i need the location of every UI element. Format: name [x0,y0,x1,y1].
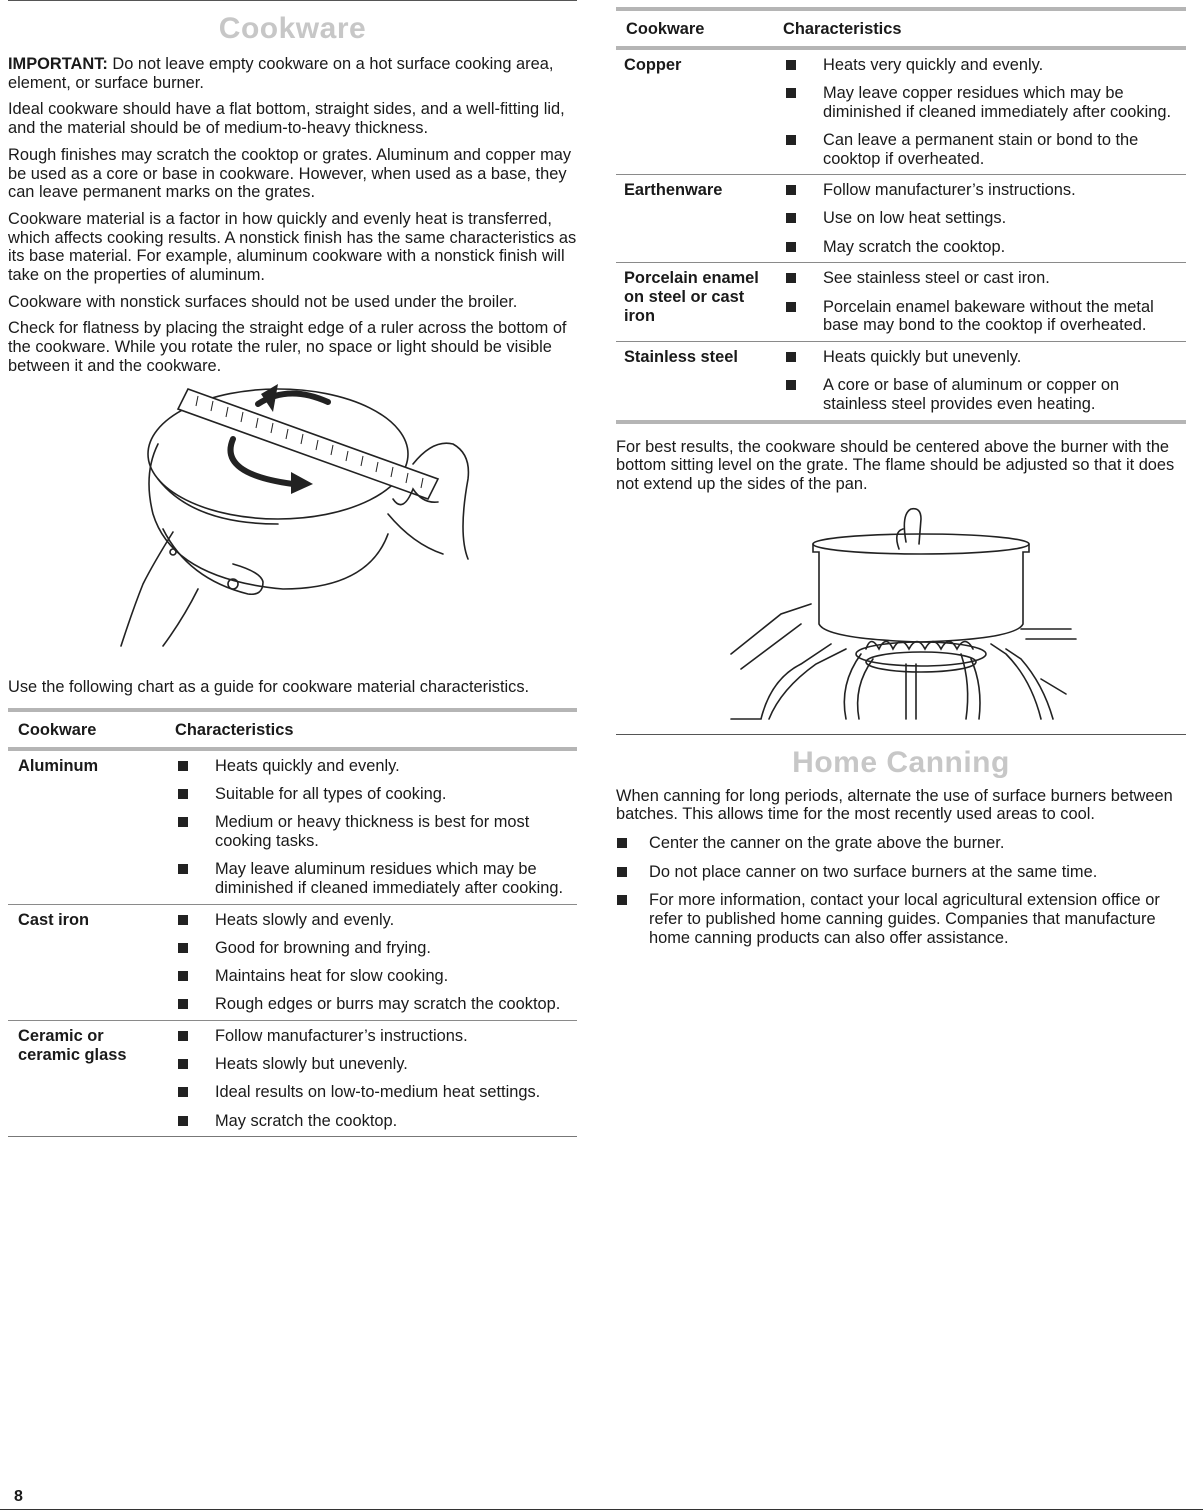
paragraph-flatness-check: Check for flatness by placing the straight edge of a ruler across the bottom of the cookware. While you rotate the ruler, no space or light should be visible between it and the cookware. [8,319,567,375]
page-number: 8 [14,1488,23,1505]
list-item: Heats slowly and evenly. [175,911,577,930]
list-item: Rough edges or burrs may scratch the cooktop. [175,995,577,1014]
table-row [8,1020,577,1136]
list-item: Maintains heat for slow cooking. [175,967,577,986]
table-row [8,904,577,1020]
list-item: Follow manufacturer’s instructions. [175,1027,577,1046]
list-item: May leave copper residues which may be diminished if cleaned immediately after cooking. [783,84,1186,121]
characteristics-list [175,757,577,898]
table-row [616,263,1186,342]
important-note [8,55,577,92]
table-header-row [616,9,1186,48]
table-row [8,749,577,904]
list-item: May leave aluminum residues which may be diminished if cleaned immediately after cooking. [175,860,577,897]
characteristics-list [175,911,577,1014]
home-canning-intro: When canning for long periods, alternate the use of surface burners between batches. This allows time for the most recently used areas to cool. [616,786,1173,824]
table-header-row [8,710,577,749]
paragraph-cookware-material: Cookware material is a factor in how quickly and evenly heat is transferred, which affects cooking results. A nonstick finish has the same characteristics as its base material. For example, aluminum cookware with a nonstick finish will take on the properties of aluminum. [8,209,577,285]
list-item: May scratch the cooktop. [783,238,1186,257]
left-column [8,0,577,1137]
cookware-table-left [8,708,577,1137]
list-item: See stainless steel or cast iron. [783,269,1186,288]
material-name: Ceramic or ceramic glass [18,1026,127,1064]
characteristics-list [783,56,1186,169]
list-item: Ideal results on low-to-medium heat settings. [175,1083,577,1102]
list-item: Follow manufacturer’s instructions. [783,181,1186,200]
important-label: IMPORTANT: [8,55,108,73]
important-text: Do not leave empty cookware on a hot surface cooking area, element, or surface burner. [8,55,554,92]
material-name: Aluminum [18,756,99,775]
material-name: Stainless steel [624,347,738,366]
characteristics-list [783,269,1186,335]
list-item: Center the canner on the grate above the burner. [616,834,1186,853]
home-canning-list [616,834,1186,948]
cookware-table-right [616,7,1186,424]
page-bottom-rule [0,1509,1203,1510]
characteristics-list [175,1027,577,1130]
best-results-paragraph: For best results, the cookware should be centered above the burner with the bottom sitting level on the grate. The flame should be adjusted so that it does not extend up the sides of the pan. [616,437,1175,493]
list-item: Suitable for all types of cooking. [175,785,577,804]
paragraph-ideal-cookware: Ideal cookware should have a flat bottom, straight sides, and a well-fitting lid, and the material should be of medium-to-heavy thickness. [8,100,565,138]
material-name: Copper [624,55,682,74]
home-canning-title: Home Canning [792,745,1010,779]
chart-intro: Use the following chart as a guide for cookware material characteristics. [8,677,530,696]
table-row [616,341,1186,421]
paragraph-rough-finishes: Rough finishes may scratch the cooktop or grates. Aluminum and copper may be used as a core or base in cookware. However, when used as a base, they can leave permanent marks on the grates. [8,145,572,202]
list-item: Heats very quickly and evenly. [783,56,1186,75]
cookware-title: Cookware [8,0,577,47]
list-item: Medium or heavy thickness is best for most cooking tasks. [175,813,577,850]
list-item: Porcelain enamel bakeware without the metal base may bond to the cooktop if overheated. [783,298,1186,335]
material-name: Cast iron [18,910,90,929]
list-item: Do not place canner on two surface burners at the same time. [616,863,1186,882]
list-item: May scratch the cooktop. [175,1112,577,1131]
characteristics-list [783,181,1186,256]
list-item: Heats quickly but unevenly. [783,348,1186,367]
list-item: Heats quickly and evenly. [175,757,577,776]
paragraph-nonstick-broiler: Cookware with nonstick surfaces should not be used under the broiler. [8,292,518,311]
list-item: Can leave a permanent stain or bond to the cooktop if overheated. [783,131,1186,168]
header-characteristics: Characteristics [175,721,294,740]
pot-on-burner-illustration [721,504,1081,724]
list-item: For more information, contact your local agricultural extension office or refer to published home canning guides. Companies that manufacture home canning products can also offer assistance. [616,891,1186,947]
header-characteristics: Characteristics [783,20,902,38]
table-row [616,48,1186,175]
list-item: Use on low heat settings. [783,209,1186,228]
material-name: Porcelain enamel on steel or cast iron [624,269,759,325]
right-column [616,0,1186,950]
list-item: A core or base of aluminum or copper on stainless steel provides even heating. [783,376,1186,413]
list-item: Heats slowly but unevenly. [175,1055,577,1074]
material-name: Earthenware [624,181,723,200]
table-row [616,175,1186,263]
list-item: Good for browning and frying. [175,939,577,958]
header-cookware: Cookware [626,20,705,38]
characteristics-list [783,348,1186,414]
ruler-flatness-illustration [113,384,473,666]
header-cookware: Cookware [18,721,97,740]
